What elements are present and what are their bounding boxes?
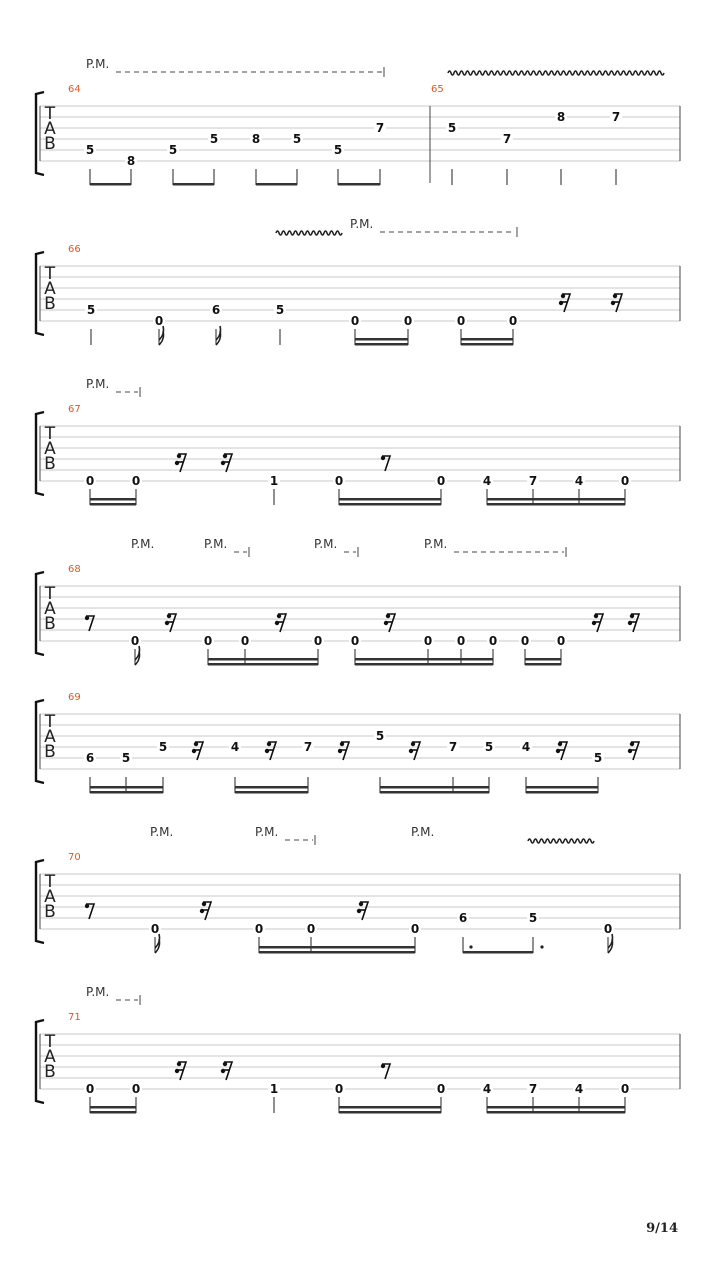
tab-clef-letter: T [44, 264, 56, 284]
fret-number: 7 [611, 110, 621, 124]
fret-number: 0 [350, 634, 360, 648]
tab-clef-letter: B [44, 294, 56, 314]
sixteenth-rest [611, 294, 622, 312]
fret-number: 4 [574, 474, 584, 488]
sixteenth-rest [628, 614, 639, 632]
fret-number: 0 [436, 474, 446, 488]
fret-number: 0 [556, 634, 566, 648]
sixteenth-rest-dot [223, 454, 227, 458]
sixteenth-rest-dot2 [357, 909, 361, 913]
note-beam [90, 1106, 136, 1109]
bar-number: 65 [431, 84, 444, 95]
note-beam [235, 791, 308, 794]
fret-number: 6 [85, 751, 95, 765]
sixteenth-rest [556, 742, 567, 760]
sixteenth-rest-dot [613, 294, 617, 298]
bar-number: 64 [68, 84, 81, 95]
note-beam [461, 338, 513, 341]
note-beam [90, 503, 136, 506]
note-beam [90, 786, 163, 789]
fret-number: 5 [168, 143, 178, 157]
note-beam [339, 498, 441, 501]
tab-clef-letter: A [44, 887, 56, 907]
sixteenth-rest-dot [386, 614, 390, 618]
fret-number: 0 [603, 922, 613, 936]
sixteenth-rest-dot2 [221, 461, 225, 465]
bar-number: 66 [68, 244, 81, 255]
note-beam [259, 946, 415, 949]
bar-number: 69 [68, 692, 81, 703]
fret-number: 5 [447, 121, 457, 135]
sixteenth-rest-dot2 [628, 749, 632, 753]
sixteenth-rest-dot [561, 294, 565, 298]
palm-mute-label: P.M. [131, 537, 155, 551]
sixteenth-rest [165, 614, 176, 632]
fret-number: 0 [488, 634, 498, 648]
note-beam [90, 183, 131, 186]
sixteenth-rest-dot2 [192, 749, 196, 753]
sixteenth-rest-dot [194, 742, 198, 746]
note-beam [208, 658, 318, 661]
fret-number: 0 [254, 922, 264, 936]
fret-number: 4 [482, 1082, 492, 1096]
note-beam [380, 791, 489, 794]
fret-number: 7 [502, 132, 512, 146]
sixteenth-rest [265, 742, 276, 760]
sixteenth-rest [592, 614, 603, 632]
fret-number: 0 [508, 314, 518, 328]
fret-number: 0 [456, 314, 466, 328]
note-beam [339, 1106, 441, 1109]
note-beam [526, 786, 598, 789]
sixteenth-rest-dot [223, 1062, 227, 1066]
palm-mute-label: P.M. [86, 57, 110, 71]
fret-number: 4 [482, 474, 492, 488]
fret-number: 0 [436, 1082, 446, 1096]
sixteenth-rest-dot2 [175, 461, 179, 465]
note-beam [487, 503, 625, 506]
fret-number: 0 [423, 634, 433, 648]
palm-mute-label: P.M. [255, 825, 279, 839]
palm-mute-label: P.M. [411, 825, 435, 839]
sixteenth-rest-dot [630, 614, 634, 618]
note-beam [259, 951, 415, 954]
fret-number: 6 [458, 911, 468, 925]
sixteenth-rest [357, 902, 368, 920]
tab-clef-letter: A [44, 727, 56, 747]
note-beam [461, 343, 513, 346]
fret-number: 4 [521, 740, 531, 754]
eighth-rest [85, 904, 94, 919]
fret-number: 0 [410, 922, 420, 936]
sixteenth-rest [221, 1062, 232, 1080]
sixteenth-rest-dot [167, 614, 171, 618]
palm-mute-label: P.M. [314, 537, 338, 551]
fret-number: 7 [528, 1082, 538, 1096]
palm-mute-label: P.M. [204, 537, 228, 551]
sixteenth-rest [338, 742, 349, 760]
fret-number: 0 [85, 474, 95, 488]
tab-clef-letter: A [44, 1047, 56, 1067]
tab-clef-letter: A [44, 439, 56, 459]
fret-number: 8 [251, 132, 261, 146]
note-beam [380, 786, 489, 789]
sixteenth-rest-dot2 [592, 621, 596, 625]
palm-mute-label: P.M. [424, 537, 448, 551]
sixteenth-rest-dot2 [200, 909, 204, 913]
note-beam [525, 663, 561, 666]
vibrato-mark [448, 71, 664, 75]
fret-number: 0 [313, 634, 323, 648]
note-beam [339, 1111, 441, 1114]
sixteenth-rest-dot [177, 1062, 181, 1066]
fret-number: 0 [150, 922, 160, 936]
eighth-rest-dot [381, 456, 385, 460]
sixteenth-rest-dot [359, 902, 363, 906]
sixteenth-rest [192, 742, 203, 760]
sixteenth-rest-dot2 [384, 621, 388, 625]
sixteenth-rest-dot2 [556, 749, 560, 753]
sixteenth-rest-dot [202, 902, 206, 906]
sixteenth-rest-dot [267, 742, 271, 746]
sixteenth-rest-dot [277, 614, 281, 618]
eighth-rest-dot [85, 904, 89, 908]
fret-number: 5 [333, 143, 343, 157]
note-beam [338, 183, 380, 186]
sixteenth-rest [200, 902, 211, 920]
augmentation-dot [540, 945, 543, 948]
fret-number: 0 [350, 314, 360, 328]
palm-mute-label: P.M. [86, 377, 110, 391]
page-number: 9/14 [646, 1221, 678, 1236]
sixteenth-rest-dot2 [265, 749, 269, 753]
sixteenth-rest-dot2 [275, 621, 279, 625]
note-beam [90, 791, 163, 794]
eighth-rest-dot [381, 1064, 385, 1068]
fret-number: 0 [131, 1082, 141, 1096]
note-beam [235, 786, 308, 789]
fret-number: 0 [520, 634, 530, 648]
fret-number: 5 [528, 911, 538, 925]
palm-mute-label: P.M. [150, 825, 174, 839]
tab-clef-letter: T [44, 104, 56, 124]
note-beam [355, 663, 493, 666]
tab-clef-letter: T [44, 712, 56, 732]
sixteenth-rest-dot2 [165, 621, 169, 625]
bar-number: 71 [68, 1012, 81, 1023]
sixteenth-rest-dot2 [338, 749, 342, 753]
tab-clef-letter: B [44, 742, 56, 762]
fret-number: 5 [593, 751, 603, 765]
eighth-rest [381, 456, 390, 471]
bar-number: 70 [68, 852, 81, 863]
tab-clef-letter: B [44, 1062, 56, 1082]
fret-number: 8 [556, 110, 566, 124]
sixteenth-rest-dot2 [409, 749, 413, 753]
fret-number: 7 [303, 740, 313, 754]
note-beam [526, 791, 598, 794]
note-beam [355, 343, 408, 346]
tab-clef-letter: T [44, 1032, 56, 1052]
fret-number: 5 [86, 303, 96, 317]
note-beam [208, 663, 318, 666]
sixteenth-rest [628, 742, 639, 760]
fret-number: 6 [211, 303, 221, 317]
fret-number: 0 [306, 922, 316, 936]
tab-clef-letter: B [44, 614, 56, 634]
palm-mute-label: P.M. [86, 985, 110, 999]
fret-number: 1 [269, 474, 279, 488]
note-beam [355, 338, 408, 341]
fret-number: 5 [158, 740, 168, 754]
sixteenth-rest [384, 614, 395, 632]
fret-number: 0 [131, 474, 141, 488]
tab-clef-letter: A [44, 599, 56, 619]
fret-number: 7 [375, 121, 385, 135]
note-beam [463, 951, 533, 954]
sixteenth-rest-dot [558, 742, 562, 746]
tab-clef-letter: A [44, 119, 56, 139]
augmentation-dot [469, 945, 472, 948]
sixteenth-rest-dot2 [611, 301, 615, 305]
bar-number: 68 [68, 564, 81, 575]
fret-number: 5 [292, 132, 302, 146]
fret-number: 0 [130, 634, 140, 648]
fret-number: 0 [620, 474, 630, 488]
note-beam [90, 1111, 136, 1114]
sixteenth-rest [175, 1062, 186, 1080]
sixteenth-rest [559, 294, 570, 312]
note-beam [339, 503, 441, 506]
fret-number: 0 [334, 1082, 344, 1096]
tab-clef-letter: B [44, 134, 56, 154]
fret-number: 5 [85, 143, 95, 157]
note-beam [256, 183, 297, 186]
note-beam [355, 658, 493, 661]
sixteenth-rest [275, 614, 286, 632]
fret-number: 0 [154, 314, 164, 328]
fret-number: 0 [240, 634, 250, 648]
fret-number: 7 [528, 474, 538, 488]
fret-number: 4 [230, 740, 240, 754]
tab-clef-letter: B [44, 902, 56, 922]
fret-number: 1 [269, 1082, 279, 1096]
sixteenth-rest-dot2 [221, 1069, 225, 1073]
fret-number: 5 [209, 132, 219, 146]
eighth-rest [85, 616, 94, 631]
sixteenth-rest-dot2 [559, 301, 563, 305]
fret-number: 0 [203, 634, 213, 648]
eighth-rest [381, 1064, 390, 1079]
fret-number: 0 [334, 474, 344, 488]
vibrato-mark [276, 231, 342, 235]
sixteenth-rest-dot [630, 742, 634, 746]
note-beam [487, 498, 625, 501]
tab-clef-letter: A [44, 279, 56, 299]
fret-number: 0 [620, 1082, 630, 1096]
fret-number: 5 [121, 751, 131, 765]
sixteenth-rest [221, 454, 232, 472]
fret-number: 4 [574, 1082, 584, 1096]
sixteenth-rest-dot [411, 742, 415, 746]
tab-clef-letter: T [44, 872, 56, 892]
fret-number: 0 [456, 634, 466, 648]
eighth-rest-dot [85, 616, 89, 620]
fret-number: 5 [484, 740, 494, 754]
vibrato-mark [528, 839, 594, 843]
sixteenth-rest [175, 454, 186, 472]
sixteenth-rest-dot [340, 742, 344, 746]
note-beam [525, 658, 561, 661]
note-beam [487, 1106, 625, 1109]
note-beam [173, 183, 214, 186]
fret-number: 5 [275, 303, 285, 317]
fret-number: 7 [448, 740, 458, 754]
fret-number: 8 [126, 154, 136, 168]
fret-number: 0 [403, 314, 413, 328]
sixteenth-rest-dot2 [628, 621, 632, 625]
palm-mute-label: P.M. [350, 217, 374, 231]
fret-number: 5 [375, 729, 385, 743]
tab-clef-letter: T [44, 584, 56, 604]
fret-number: 0 [85, 1082, 95, 1096]
bar-number: 67 [68, 404, 81, 415]
sixteenth-rest-dot [594, 614, 598, 618]
note-beam [90, 498, 136, 501]
tab-clef-letter: T [44, 424, 56, 444]
sixteenth-rest-dot2 [175, 1069, 179, 1073]
sixteenth-rest-dot [177, 454, 181, 458]
note-beam [487, 1111, 625, 1114]
sixteenth-rest [409, 742, 420, 760]
tab-clef-letter: B [44, 454, 56, 474]
